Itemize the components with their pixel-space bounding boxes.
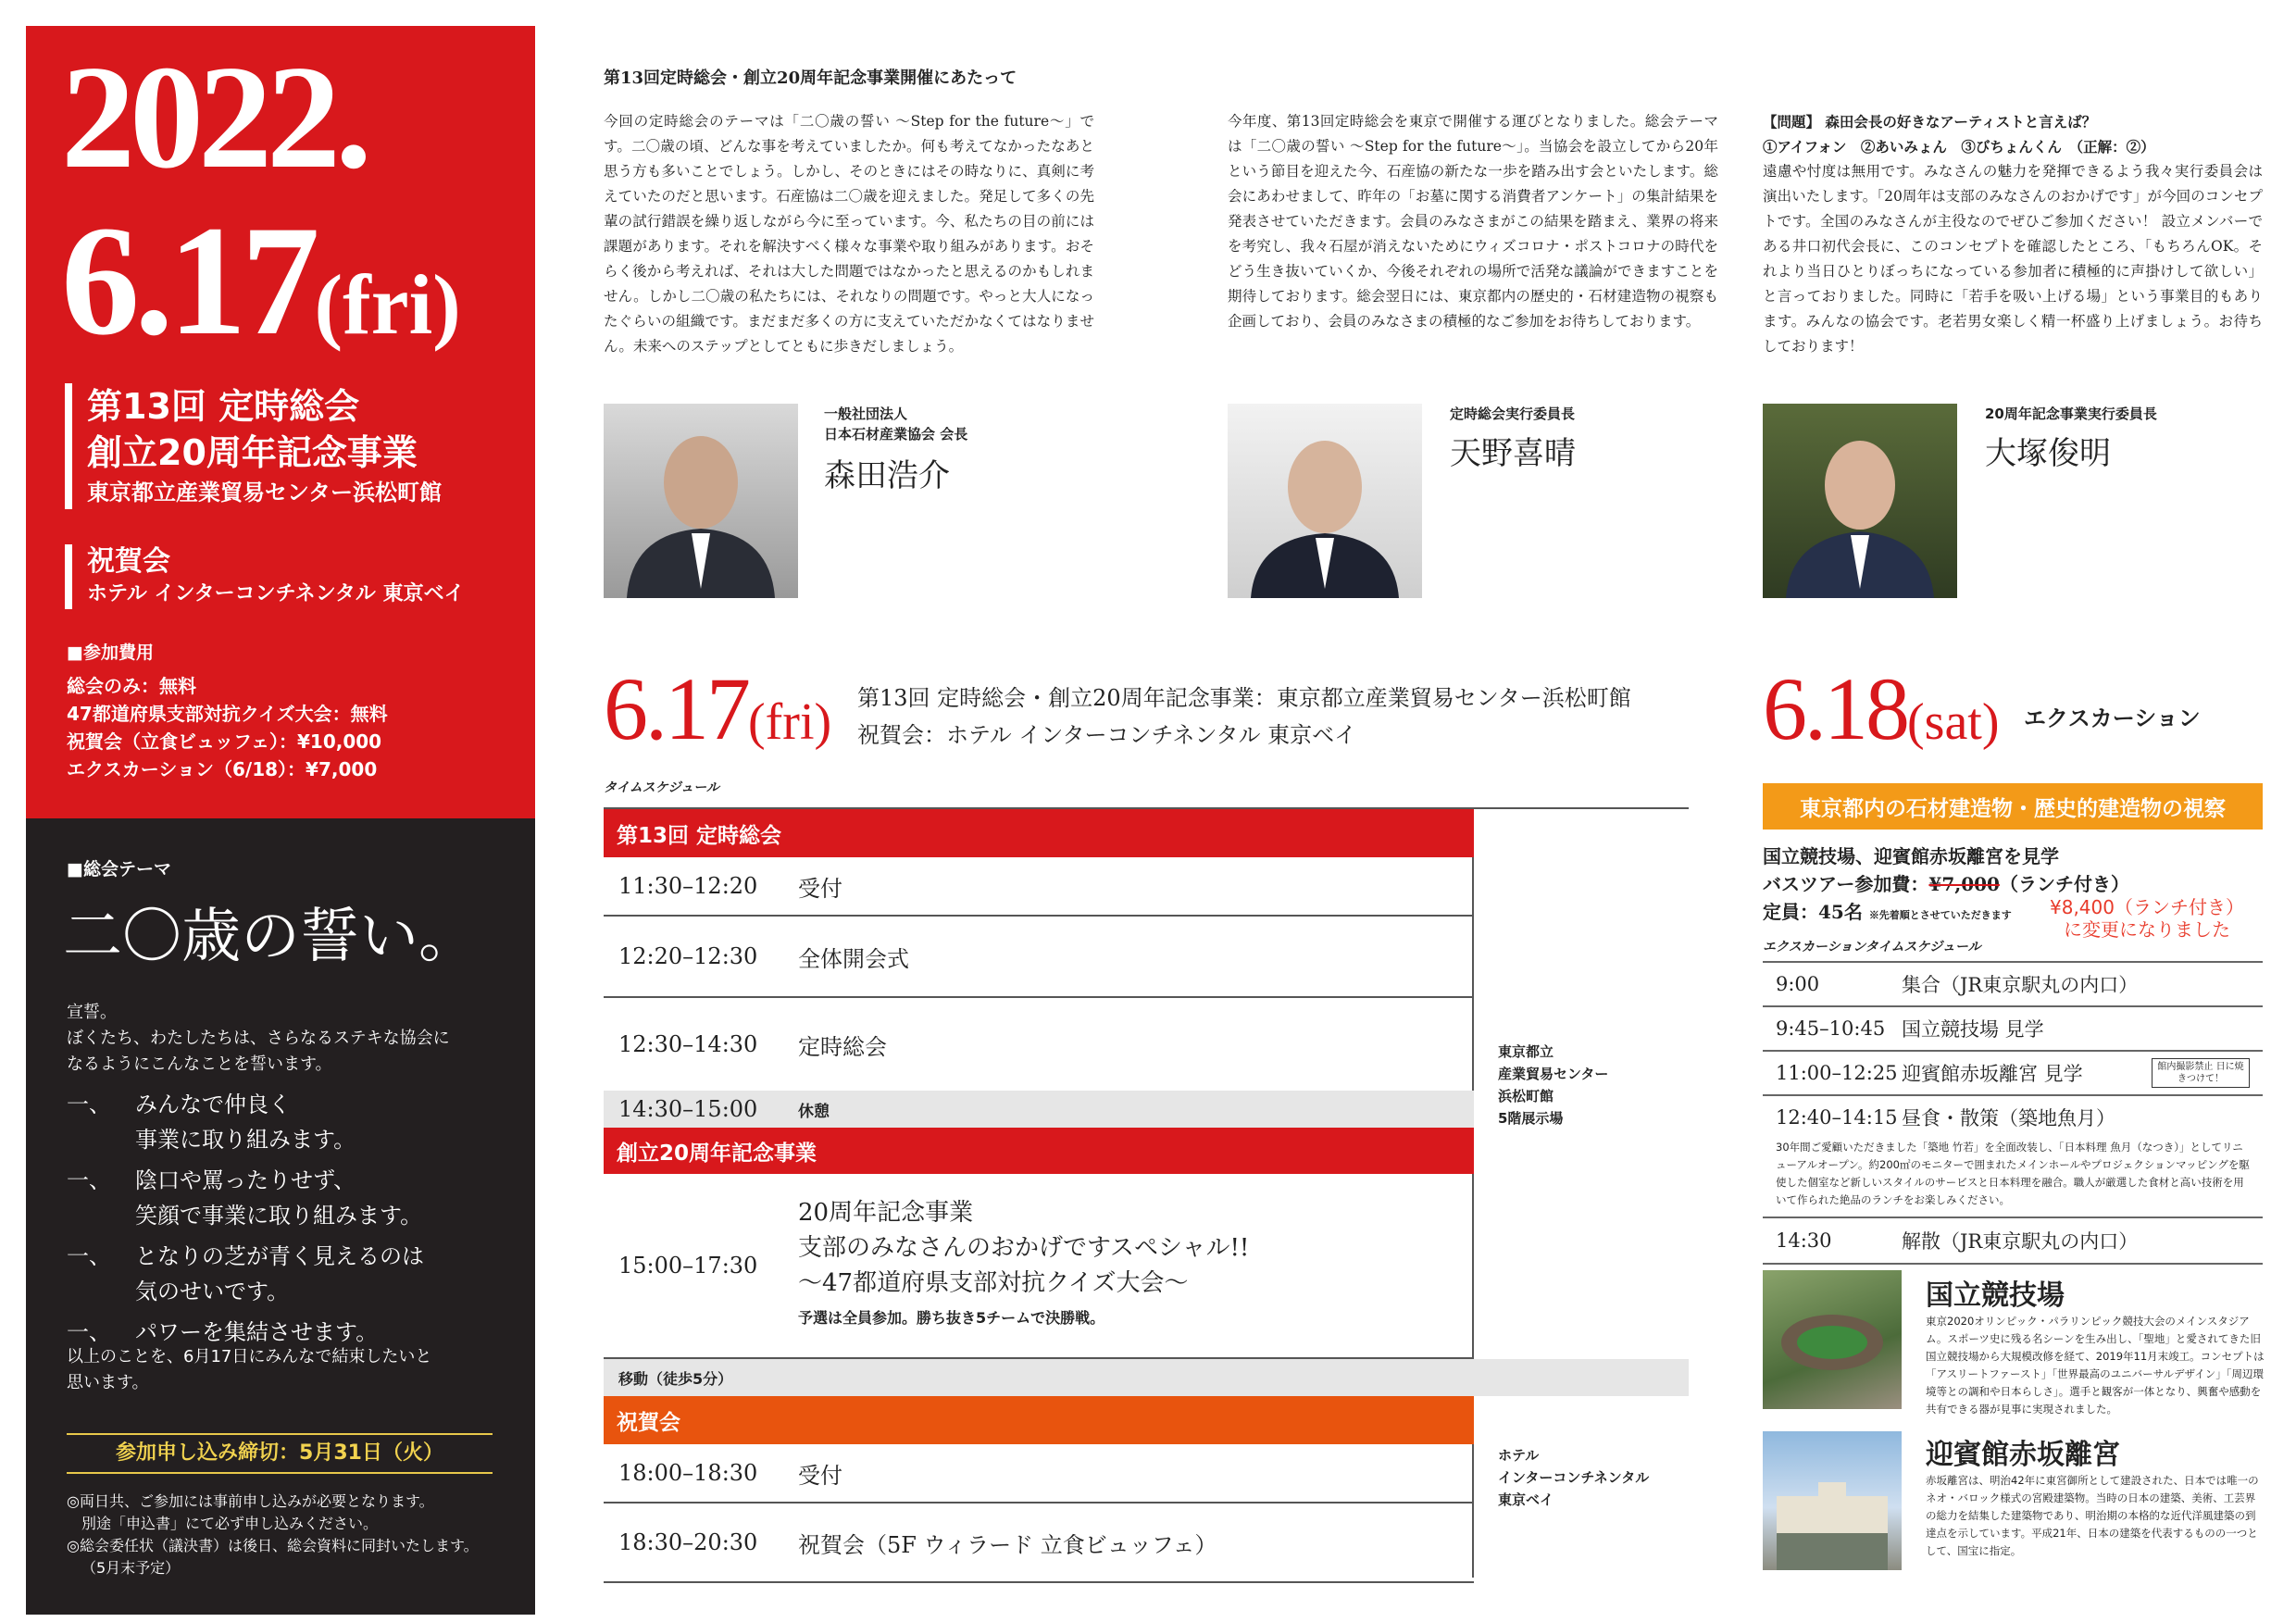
venue-party xyxy=(1498,1444,1649,1511)
note-line: ◎両日共、ご参加には事前申し込みが必要となります。 xyxy=(67,1492,434,1510)
person-photo-otsuka xyxy=(1763,404,1957,598)
table-row xyxy=(1763,1218,2263,1265)
table-row xyxy=(1763,1052,2263,1096)
event-block xyxy=(65,383,442,509)
row-event: 解散（JR東京駅丸の内口） xyxy=(1902,1230,2139,1253)
event-line: 20周年記念事業 xyxy=(798,1199,974,1227)
person-photo-amano xyxy=(1228,404,1422,598)
venue-agm xyxy=(1498,1041,1608,1129)
date-weekday: (fri) xyxy=(314,257,461,352)
row-time: 15:00–17:30 xyxy=(618,1253,758,1279)
person-name-amano: 天野喜晴 xyxy=(1450,435,1576,472)
day1-date-main: 6.17 xyxy=(604,659,748,758)
table-row xyxy=(1763,1007,2263,1052)
row-time: 12:40–14:15 xyxy=(1776,1106,1898,1129)
event-note: 予選は全員参加。勝ち抜き5チームで決勝戦。 xyxy=(798,1309,1105,1327)
oath-mark: 一、 xyxy=(67,1167,111,1193)
day2-weekday: (sat) xyxy=(1907,693,2000,751)
event-line: ～47都道府県支部対抗クイズ大会～ xyxy=(798,1269,1189,1297)
day2-date xyxy=(1763,659,2000,758)
table-row xyxy=(1763,1096,2263,1139)
oath-intro-line: 宣誓。 xyxy=(67,1003,117,1022)
row-time: 12:20–12:30 xyxy=(618,943,758,969)
row-event: 受付 xyxy=(798,875,842,902)
oath-close xyxy=(67,1344,431,1396)
day1-info xyxy=(857,680,1631,754)
info-capacity-note: ※先着順とさせていただきます xyxy=(1868,909,2012,921)
quiz-question: 【問題】 森田会長の好きなアーティストと言えば？ xyxy=(1763,113,2097,131)
oath-close-line: 思います。 xyxy=(67,1373,149,1392)
row-time: 18:00–18:30 xyxy=(618,1460,758,1486)
palace-icon xyxy=(1763,1431,1902,1570)
day2-date-main: 6.18 xyxy=(1763,659,1907,758)
event-venue: 東京都立産業貿易センター浜松町館 xyxy=(87,480,443,505)
row-time: 14:30–15:00 xyxy=(618,1096,758,1122)
schedule-left-party xyxy=(604,1396,1474,1583)
row-event: 昼食・散策（築地魚月） xyxy=(1902,1107,2115,1129)
row-time: 9:00 xyxy=(1776,973,1820,995)
spot-photo-stadium xyxy=(1763,1270,1902,1409)
row-time: 11:00–12:25 xyxy=(1776,1062,1898,1084)
greeting-col-3 xyxy=(1763,109,2263,359)
oath-item xyxy=(67,1239,520,1309)
greeting-heading: 第13回定時総会・創立20周年記念事業開催にあたって xyxy=(604,69,1017,88)
table-row-lunch xyxy=(1763,1096,2263,1218)
move-row xyxy=(604,1359,1689,1396)
venue-line: ホテル xyxy=(1498,1447,1540,1464)
section-header-agm: 第13回 定時総会 xyxy=(604,809,1474,857)
info-fee-suffix: （ランチ付き） xyxy=(1999,873,2129,895)
oath-line: 陰口や罵ったりせず、 xyxy=(135,1167,356,1193)
table-row-break xyxy=(604,1091,1474,1128)
oath-list xyxy=(67,1087,520,1350)
venue-line: インターコンチネンタル xyxy=(1498,1469,1650,1486)
oath-line: みんなで仲良く xyxy=(135,1092,291,1117)
deadline-banner: 参加申し込み締切：5月31日（火） xyxy=(67,1433,493,1474)
oath-item xyxy=(67,1163,520,1233)
excursion-banner: 東京都内の石材建造物・歴史的建造物の視察 xyxy=(1763,783,2263,830)
note-line: ◎総会委任状（議決書）は後日、総会資料に同封いたします。 xyxy=(67,1537,479,1554)
portrait-icon xyxy=(604,404,798,598)
fee-item: エクスカーション（6/18）：¥7,000 xyxy=(67,758,378,780)
venue-line: 5階展示場 xyxy=(1498,1110,1564,1127)
row-time: 9:45–10:45 xyxy=(1776,1017,1886,1040)
oath-mark: 一、 xyxy=(67,1319,111,1345)
row-event: 全体開会式 xyxy=(798,945,909,972)
oath-close-line: 以上のことを、6月17日にみんなで結束したいと xyxy=(67,1347,432,1366)
table-row xyxy=(604,998,1474,1091)
oath-intro-line: なるようにこんなことを誓います。 xyxy=(67,1054,332,1074)
table-row xyxy=(604,857,1474,917)
schedule-left xyxy=(604,809,1474,1359)
role-line: 一般社団法人 xyxy=(824,406,908,422)
spot-text-palace: 赤坂離宮は、明治42年に東宮御所として建設された、日本では唯一のネオ・バロック様式の宮殿建築物。当時の日本の建築、美術、工芸界の総力を結集した建築物であり、明治期の本格的な近代洋風建築の到達点を示しています。平成21年、日本の建築を代表するものの一つとして、国宝に指定。 xyxy=(1926,1474,2259,1557)
fee-list xyxy=(67,672,388,783)
table-row xyxy=(604,1503,1474,1583)
spot-name-palace: 迎賓館赤坂離宮 xyxy=(1926,1439,2120,1471)
person-name-otsuka: 大塚俊明 xyxy=(1985,435,2111,472)
left-black-panel xyxy=(26,818,535,1615)
day1-schedule-label: タイムスケジュール xyxy=(604,780,719,795)
row-event: 国立競技場 見学 xyxy=(1902,1018,2044,1041)
day1-date xyxy=(604,659,832,758)
row-event: 迎賓館赤坂離宮 見学 xyxy=(1902,1063,2083,1085)
greeting-col-2: 今年度、第13回定時総会を東京で開催する運びとなりました。総会テーマは「二〇歳の誓い ～Step for the future～」。当協会を設立してから20年という節目を迎えた今、石産協の新たな一歩を踏み出す会といたします。総会にあわせまして、昨年の「お墓に関する消費者アンケート」の集計結果を発表させていただきます。会員のみなさまがこの結果を踏まえ、業界の将来を考究し、我々石屋が消えないためにウィズコロナ・ポストコロナの時代をどう生き抜いていくか、今後それぞれの場所で活発な議論ができますことを期待しております。総会翌日には、東京都内の歴史的・石材建造物の視察も企画しており、会員のみなさまの積極的なご参加をお待ちしております。 xyxy=(1228,113,1718,330)
oath-mark: 一、 xyxy=(67,1092,111,1117)
left-red-panel xyxy=(26,26,535,818)
day1-weekday: (fri) xyxy=(748,693,832,751)
oath-intro xyxy=(67,1000,450,1078)
oath-line: 事業に取り組みます。 xyxy=(135,1127,356,1153)
party-venue: ホテル インターコンチネンタル 東京ベイ xyxy=(87,582,465,605)
row-event xyxy=(798,1195,1474,1336)
person-role-amano: 定時総会実行委員長 xyxy=(1450,406,1576,422)
portrait-icon xyxy=(1763,404,1957,598)
table-row xyxy=(604,917,1474,998)
date-main: 6.17 xyxy=(61,193,315,368)
row-event: 定時総会 xyxy=(798,1033,887,1060)
row-time: 14:30 xyxy=(1776,1229,1832,1252)
info-line: 国立競技場、迎賓館赤坂離宮を見学 xyxy=(1763,845,2059,867)
person-name-morita: 森田浩介 xyxy=(824,457,950,494)
theme-title: 二〇歳の誓い。 xyxy=(63,903,478,971)
info-line xyxy=(1763,870,2129,898)
oath-mark: 一、 xyxy=(67,1243,111,1269)
day1-info-line: 第13回 定時総会・創立20周年記念事業：東京都立産業貿易センター浜松町館 xyxy=(857,685,1631,711)
quiz-options: ①アイフォン ②あいみょん ③びちょんくん （正解：②） xyxy=(1763,138,2155,156)
info-capacity: 定員：45名 xyxy=(1763,901,1863,923)
venue-line: 浜松町館 xyxy=(1498,1088,1554,1104)
person-role-morita xyxy=(824,404,967,444)
venue-line: 産業貿易センター xyxy=(1498,1066,1609,1082)
oath-intro-line: ぼくたち、わたしたちは、さらなるステキな協会に xyxy=(67,1029,450,1048)
person-photo-morita xyxy=(604,404,798,598)
info-old-fee: ¥7,000 xyxy=(1928,873,2000,895)
excursion-schedule-label: エクスカーションタイムスケジュール xyxy=(1763,940,1981,954)
event-line: 支部のみなさんのおかげですスペシャル!! xyxy=(798,1234,1250,1262)
greeting-col-3-text: 遠慮や忖度は無用です。みなさんの魅力を発揮できるよう我々実行委員会は演出いたします。「20周年は支部のみなさんのおかげです」が今回のコンセプトです。全国のみなさんが主役なのでぜひご参加ください！ 設立メンバーである井口初代会長に、このコンセプトを確認したところ、「もちろんOK。それより当日ひとりぼっちになっている参加者に積極的に声掛けして欲しい」と言っておりました。同時に「若手を吸い上げる場」という事業目的もあります。みんなの協会です。老若男女楽しく精一杯盛り上げましょう。お待ちしております！ xyxy=(1763,163,2263,355)
party-title: 祝賀会 xyxy=(87,545,170,578)
theme-heading: ■総会テーマ xyxy=(67,859,171,880)
excursion-schedule xyxy=(1763,961,2263,1265)
move-label: 移動（徒歩5分） xyxy=(618,1369,733,1388)
note-line: （5月末予定） xyxy=(81,1559,181,1577)
row-event: 受付 xyxy=(798,1462,842,1489)
portrait-icon xyxy=(1228,404,1422,598)
notes xyxy=(67,1491,479,1579)
section-header-party: 祝賀会 xyxy=(604,1396,1474,1444)
table-row xyxy=(604,1174,1474,1359)
fee-item: 47都道府県支部対抗クイズ大会：無料 xyxy=(67,703,388,725)
row-time: 11:30–12:20 xyxy=(618,873,758,899)
greeting-col-1: 今回の定時総会のテーマは「二〇歳の誓い ～Step for the future～」です。二〇歳の頃、どんな事を考えていましたか。何も考えてなかったなあと思う方も多いことでしょう。しかし、そのときにはその時なりに、真剣に考えていたのだと思います。石産協は二〇歳を迎えました。発足して多くの先輩の試行錯誤を繰り返しながら今に至っています。今、私たちの目の前には課題があります。それを解決すべく様々な事業や取り組みがあります。おそらく後から考えれば、それは大した問題ではなかったと思えるのかもしれません。しかし二〇歳の私たちには、それなりの問題です。やっと大人になったぐらいの組織です。まだまだ多くの方に支えていただかなくてはなりません。未来へのステップとしてともに歩きだしましょう。 xyxy=(604,113,1094,355)
oath-line: となりの芝が青く見えるのは xyxy=(135,1243,424,1269)
day2-title: エクスカーション xyxy=(2024,705,2201,731)
event-title-1: 第13回 定時総会 xyxy=(87,386,360,427)
person-role-otsuka: 20周年記念事業実行委員長 xyxy=(1985,406,2157,422)
oath-line: パワーを集結させます。 xyxy=(135,1319,379,1345)
spot-name-stadium: 国立競技場 xyxy=(1926,1279,2065,1312)
oath-item xyxy=(67,1087,520,1157)
stadium-icon xyxy=(1763,1270,1902,1409)
venue-line: 東京都立 xyxy=(1498,1043,1554,1060)
spot-photo-palace xyxy=(1763,1431,1902,1570)
event-title-2: 創立20周年記念事業 xyxy=(87,432,418,473)
section-header-anniversary: 創立20周年記念事業 xyxy=(604,1128,1474,1174)
role-line: 日本石材産業協会 会長 xyxy=(824,426,968,443)
fee-correction xyxy=(2050,896,2244,941)
row-time: 12:30–14:30 xyxy=(618,1031,758,1057)
no-photo-badge: 館内撮影禁止 日に焼きつけて！ xyxy=(2152,1058,2250,1088)
row-event: 集合（JR東京駅丸の内口） xyxy=(1902,974,2139,996)
fee-heading: ■参加費用 xyxy=(67,643,154,663)
date-year: 2022. xyxy=(61,34,367,199)
day1-schedule xyxy=(604,807,1689,1596)
correction-line: に変更になりました xyxy=(2063,918,2230,941)
party-block xyxy=(65,544,465,609)
fee-item: 総会のみ：無料 xyxy=(67,675,196,697)
oath-line: 笑顔で事業に取り組みます。 xyxy=(135,1203,423,1229)
table-row xyxy=(1763,963,2263,1007)
day1-info-line: 祝賀会：ホテル インターコンチネンタル 東京ベイ xyxy=(857,722,1357,748)
date-day xyxy=(61,193,461,368)
info-fee-label: バスツアー参加費： xyxy=(1763,873,1929,895)
venue-line: 東京ベイ xyxy=(1498,1491,1554,1508)
lunch-note: 30年間ご愛顧いただきました「築地 竹若」を全面改装し、「日本料理 魚月（なつき）」としてリニューアルオープン。約200㎡のモニターで囲まれたメインホールやプロジェクションマッピングを駆使した個室など新しいスタイルのサービスと日本料理を融合。職人が厳選した食材と高い技術を用いて作られた絶品のランチをお楽しみください。 xyxy=(1776,1141,2250,1206)
table-row xyxy=(604,1444,1474,1503)
correction-line: ¥8,400（ランチ付き） xyxy=(2050,896,2244,918)
note-line: 別途「申込書」にて必ず申し込みください。 xyxy=(81,1515,379,1532)
oath-line: 気のせいです。 xyxy=(135,1279,290,1304)
row-event: 休憩 xyxy=(798,1102,830,1121)
fee-item: 祝賀会（立食ビュッフェ）：¥10,000 xyxy=(67,730,382,753)
row-event: 祝賀会（5F ウィラード 立食ビュッフェ） xyxy=(798,1531,1217,1558)
spot-text-stadium: 東京2020オリンピック・パラリンピック競技大会のメインスタジアム。スポーツ史に残る名シーンを生み出し、「聖地」と愛されてきた旧国立競技場から大規模改修を経て、2019年11月末竣工。コンセプトは「アスリートファースト」「世界最高のユニバーサルデザイン」「周辺環境等との調和や日本らしさ」。選手と観客が一体となり、興奮や感動を共有できる器が見事に実現されました。 xyxy=(1926,1315,2265,1416)
row-time: 18:30–20:30 xyxy=(618,1529,758,1555)
